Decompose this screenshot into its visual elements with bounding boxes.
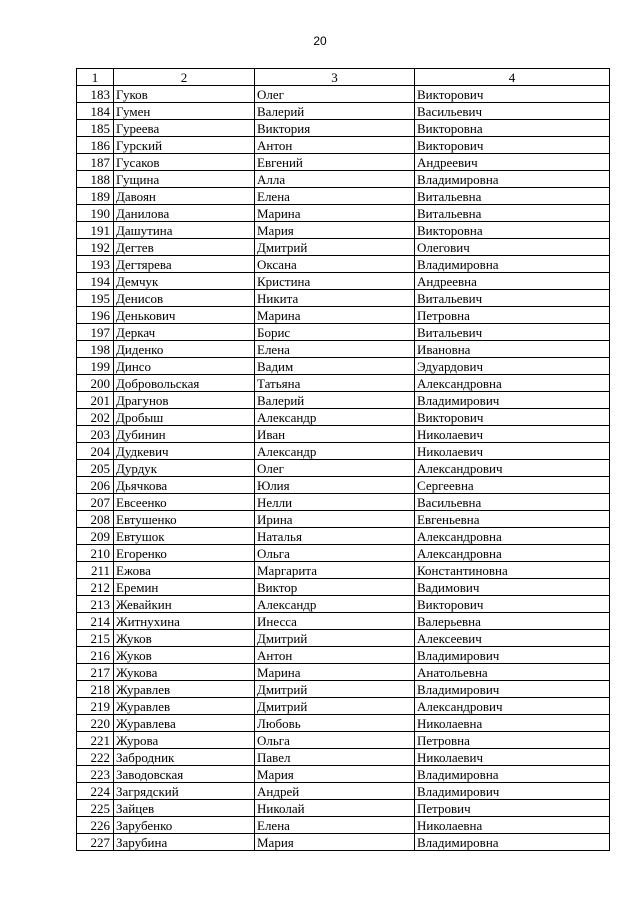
table-row bbox=[77, 494, 610, 511]
last-name-cell: Журавлева bbox=[114, 715, 255, 732]
table-row bbox=[77, 579, 610, 596]
last-name-cell: Евтушок bbox=[114, 528, 255, 545]
last-name-cell: Забродник bbox=[114, 749, 255, 766]
first-name-cell: Марина bbox=[255, 664, 415, 681]
table-header bbox=[77, 69, 610, 86]
header-col-3: 3 bbox=[255, 69, 415, 86]
patronymic-cell: Витальевна bbox=[415, 205, 610, 222]
first-name-cell: Никита bbox=[255, 290, 415, 307]
last-name-cell: Егоренко bbox=[114, 545, 255, 562]
last-name-cell: Жукова bbox=[114, 664, 255, 681]
last-name-cell: Гурский bbox=[114, 137, 255, 154]
first-name-cell: Андрей bbox=[255, 783, 415, 800]
first-name-cell: Елена bbox=[255, 188, 415, 205]
patronymic-cell: Валерьевна bbox=[415, 613, 610, 630]
first-name-cell: Кристина bbox=[255, 273, 415, 290]
last-name-cell: Гусаков bbox=[114, 154, 255, 171]
last-name-cell: Зарубина bbox=[114, 834, 255, 851]
row-number-cell: 225 bbox=[77, 800, 114, 817]
row-number-cell: 221 bbox=[77, 732, 114, 749]
table-row bbox=[77, 460, 610, 477]
header-col-4: 4 bbox=[415, 69, 610, 86]
table-row bbox=[77, 392, 610, 409]
first-name-cell: Алла bbox=[255, 171, 415, 188]
patronymic-cell: Андреевич bbox=[415, 154, 610, 171]
first-name-cell: Виктория bbox=[255, 120, 415, 137]
patronymic-cell: Витальевич bbox=[415, 290, 610, 307]
last-name-cell: Давоян bbox=[114, 188, 255, 205]
row-number-cell: 199 bbox=[77, 358, 114, 375]
row-number-cell: 197 bbox=[77, 324, 114, 341]
first-name-cell: Дмитрий bbox=[255, 630, 415, 647]
patronymic-cell: Петровна bbox=[415, 732, 610, 749]
patronymic-cell: Евгеньевна bbox=[415, 511, 610, 528]
patronymic-cell: Владимировна bbox=[415, 256, 610, 273]
table-row bbox=[77, 120, 610, 137]
table-row bbox=[77, 528, 610, 545]
row-number-cell: 224 bbox=[77, 783, 114, 800]
patronymic-cell: Петровна bbox=[415, 307, 610, 324]
last-name-cell: Денисов bbox=[114, 290, 255, 307]
row-number-cell: 210 bbox=[77, 545, 114, 562]
patronymic-cell: Николаевич bbox=[415, 426, 610, 443]
table-body bbox=[77, 86, 610, 851]
first-name-cell: Евгений bbox=[255, 154, 415, 171]
row-number-cell: 183 bbox=[77, 86, 114, 103]
last-name-cell: Дурдук bbox=[114, 460, 255, 477]
first-name-cell: Александр bbox=[255, 596, 415, 613]
row-number-cell: 220 bbox=[77, 715, 114, 732]
table-row bbox=[77, 239, 610, 256]
table-row bbox=[77, 358, 610, 375]
row-number-cell: 212 bbox=[77, 579, 114, 596]
first-name-cell: Александр bbox=[255, 443, 415, 460]
patronymic-cell: Владимирович bbox=[415, 783, 610, 800]
row-number-cell: 202 bbox=[77, 409, 114, 426]
patronymic-cell: Викторович bbox=[415, 86, 610, 103]
patronymic-cell: Владимирович bbox=[415, 647, 610, 664]
patronymic-cell: Вадимович bbox=[415, 579, 610, 596]
last-name-cell: Дубинин bbox=[114, 426, 255, 443]
row-number-cell: 196 bbox=[77, 307, 114, 324]
first-name-cell: Виктор bbox=[255, 579, 415, 596]
table-row bbox=[77, 443, 610, 460]
patronymic-cell: Викторович bbox=[415, 596, 610, 613]
row-number-cell: 200 bbox=[77, 375, 114, 392]
row-number-cell: 213 bbox=[77, 596, 114, 613]
first-name-cell: Антон bbox=[255, 137, 415, 154]
first-name-cell: Дмитрий bbox=[255, 698, 415, 715]
table-row bbox=[77, 222, 610, 239]
row-number-cell: 191 bbox=[77, 222, 114, 239]
patronymic-cell: Викторовна bbox=[415, 120, 610, 137]
first-name-cell: Валерий bbox=[255, 392, 415, 409]
table-row bbox=[77, 800, 610, 817]
row-number-cell: 204 bbox=[77, 443, 114, 460]
first-name-cell: Антон bbox=[255, 647, 415, 664]
header-col-1: 1 bbox=[77, 69, 114, 86]
patronymic-cell: Владимировна bbox=[415, 766, 610, 783]
first-name-cell: Нелли bbox=[255, 494, 415, 511]
first-name-cell: Ольга bbox=[255, 545, 415, 562]
patronymic-cell: Витальевич bbox=[415, 324, 610, 341]
patronymic-cell: Васильевич bbox=[415, 103, 610, 120]
patronymic-cell: Владимирович bbox=[415, 392, 610, 409]
patronymic-cell: Николаевна bbox=[415, 817, 610, 834]
table-row bbox=[77, 766, 610, 783]
last-name-cell: Дегтев bbox=[114, 239, 255, 256]
last-name-cell: Диденко bbox=[114, 341, 255, 358]
table-row bbox=[77, 205, 610, 222]
table-row bbox=[77, 732, 610, 749]
page-number: 20 bbox=[313, 34, 327, 48]
table-row bbox=[77, 664, 610, 681]
table-row bbox=[77, 86, 610, 103]
table-row bbox=[77, 647, 610, 664]
table-row bbox=[77, 341, 610, 358]
row-number-cell: 223 bbox=[77, 766, 114, 783]
last-name-cell: Журавлев bbox=[114, 681, 255, 698]
row-number-cell: 214 bbox=[77, 613, 114, 630]
row-number-cell: 227 bbox=[77, 834, 114, 851]
last-name-cell: Денькович bbox=[114, 307, 255, 324]
row-number-cell: 198 bbox=[77, 341, 114, 358]
row-number-cell: 226 bbox=[77, 817, 114, 834]
last-name-cell: Гумен bbox=[114, 103, 255, 120]
table-row bbox=[77, 681, 610, 698]
row-number-cell: 193 bbox=[77, 256, 114, 273]
table-row bbox=[77, 545, 610, 562]
table-row bbox=[77, 477, 610, 494]
first-name-cell: Ирина bbox=[255, 511, 415, 528]
row-number-cell: 192 bbox=[77, 239, 114, 256]
first-name-cell: Татьяна bbox=[255, 375, 415, 392]
table-row bbox=[77, 409, 610, 426]
last-name-cell: Ежова bbox=[114, 562, 255, 579]
row-number-cell: 206 bbox=[77, 477, 114, 494]
first-name-cell: Марина bbox=[255, 307, 415, 324]
patronymic-cell: Александровна bbox=[415, 528, 610, 545]
table-row bbox=[77, 613, 610, 630]
last-name-cell: Гущина bbox=[114, 171, 255, 188]
row-number-cell: 208 bbox=[77, 511, 114, 528]
table-row bbox=[77, 630, 610, 647]
last-name-cell: Житнухина bbox=[114, 613, 255, 630]
last-name-cell: Демчук bbox=[114, 273, 255, 290]
first-name-cell: Маргарита bbox=[255, 562, 415, 579]
patronymic-cell: Александровна bbox=[415, 375, 610, 392]
header-row bbox=[77, 69, 610, 86]
patronymic-cell: Викторович bbox=[415, 137, 610, 154]
table-row bbox=[77, 273, 610, 290]
patronymic-cell: Васильевна bbox=[415, 494, 610, 511]
row-number-cell: 218 bbox=[77, 681, 114, 698]
row-number-cell: 201 bbox=[77, 392, 114, 409]
row-number-cell: 216 bbox=[77, 647, 114, 664]
last-name-cell: Еремин bbox=[114, 579, 255, 596]
patronymic-cell: Олегович bbox=[415, 239, 610, 256]
patronymic-cell: Константиновна bbox=[415, 562, 610, 579]
first-name-cell: Валерий bbox=[255, 103, 415, 120]
table-row bbox=[77, 137, 610, 154]
table-row bbox=[77, 171, 610, 188]
last-name-cell: Дашутина bbox=[114, 222, 255, 239]
first-name-cell: Дмитрий bbox=[255, 239, 415, 256]
first-name-cell: Вадим bbox=[255, 358, 415, 375]
row-number-cell: 217 bbox=[77, 664, 114, 681]
first-name-cell: Александр bbox=[255, 409, 415, 426]
first-name-cell: Дмитрий bbox=[255, 681, 415, 698]
row-number-cell: 187 bbox=[77, 154, 114, 171]
table-row bbox=[77, 375, 610, 392]
row-number-cell: 211 bbox=[77, 562, 114, 579]
last-name-cell: Жуков bbox=[114, 630, 255, 647]
table-row bbox=[77, 188, 610, 205]
table-row bbox=[77, 103, 610, 120]
patronymic-cell: Сергеевна bbox=[415, 477, 610, 494]
first-name-cell: Елена bbox=[255, 341, 415, 358]
patronymic-cell: Александровна bbox=[415, 545, 610, 562]
first-name-cell: Ольга bbox=[255, 732, 415, 749]
last-name-cell: Добровольская bbox=[114, 375, 255, 392]
table-row bbox=[77, 324, 610, 341]
last-name-cell: Евсеенко bbox=[114, 494, 255, 511]
last-name-cell: Дьячкова bbox=[114, 477, 255, 494]
patronymic-cell: Витальевна bbox=[415, 188, 610, 205]
patronymic-cell: Викторович bbox=[415, 409, 610, 426]
first-name-cell: Мария bbox=[255, 834, 415, 851]
row-number-cell: 215 bbox=[77, 630, 114, 647]
patronymic-cell: Ивановна bbox=[415, 341, 610, 358]
first-name-cell: Марина bbox=[255, 205, 415, 222]
patronymic-cell: Владимирович bbox=[415, 681, 610, 698]
row-number-cell: 190 bbox=[77, 205, 114, 222]
last-name-cell: Дробыш bbox=[114, 409, 255, 426]
patronymic-cell: Николаевич bbox=[415, 443, 610, 460]
table-row bbox=[77, 307, 610, 324]
last-name-cell: Деркач bbox=[114, 324, 255, 341]
table-row bbox=[77, 749, 610, 766]
first-name-cell: Павел bbox=[255, 749, 415, 766]
table-row bbox=[77, 817, 610, 834]
last-name-cell: Жуков bbox=[114, 647, 255, 664]
last-name-cell: Журова bbox=[114, 732, 255, 749]
patronymic-cell: Викторовна bbox=[415, 222, 610, 239]
last-name-cell: Динсо bbox=[114, 358, 255, 375]
row-number-cell: 222 bbox=[77, 749, 114, 766]
last-name-cell: Евтушенко bbox=[114, 511, 255, 528]
patronymic-cell: Эдуардович bbox=[415, 358, 610, 375]
row-number-cell: 186 bbox=[77, 137, 114, 154]
last-name-cell: Гуреева bbox=[114, 120, 255, 137]
table-row bbox=[77, 562, 610, 579]
last-name-cell: Дегтярева bbox=[114, 256, 255, 273]
patronymic-cell: Николаевна bbox=[415, 715, 610, 732]
first-name-cell: Инесса bbox=[255, 613, 415, 630]
patronymic-cell: Николаевич bbox=[415, 749, 610, 766]
last-name-cell: Жевайкин bbox=[114, 596, 255, 613]
first-name-cell: Наталья bbox=[255, 528, 415, 545]
last-name-cell: Журавлев bbox=[114, 698, 255, 715]
table-row bbox=[77, 511, 610, 528]
table-row bbox=[77, 256, 610, 273]
roster-table bbox=[76, 68, 610, 851]
last-name-cell: Зарубенко bbox=[114, 817, 255, 834]
patronymic-cell: Андреевна bbox=[415, 273, 610, 290]
first-name-cell: Любовь bbox=[255, 715, 415, 732]
table-row bbox=[77, 596, 610, 613]
table-row bbox=[77, 834, 610, 851]
row-number-cell: 207 bbox=[77, 494, 114, 511]
last-name-cell: Заводовская bbox=[114, 766, 255, 783]
header-col-2: 2 bbox=[114, 69, 255, 86]
first-name-cell: Николай bbox=[255, 800, 415, 817]
first-name-cell: Елена bbox=[255, 817, 415, 834]
row-number-cell: 209 bbox=[77, 528, 114, 545]
last-name-cell: Загрядский bbox=[114, 783, 255, 800]
last-name-cell: Данилова bbox=[114, 205, 255, 222]
first-name-cell: Оксана bbox=[255, 256, 415, 273]
patronymic-cell: Алексеевич bbox=[415, 630, 610, 647]
patronymic-cell: Владимировна bbox=[415, 834, 610, 851]
table-row bbox=[77, 154, 610, 171]
first-name-cell: Олег bbox=[255, 460, 415, 477]
first-name-cell: Борис bbox=[255, 324, 415, 341]
patronymic-cell: Анатольевна bbox=[415, 664, 610, 681]
table-row bbox=[77, 426, 610, 443]
first-name-cell: Иван bbox=[255, 426, 415, 443]
row-number-cell: 195 bbox=[77, 290, 114, 307]
last-name-cell: Гуков bbox=[114, 86, 255, 103]
first-name-cell: Юлия bbox=[255, 477, 415, 494]
row-number-cell: 203 bbox=[77, 426, 114, 443]
table-row bbox=[77, 290, 610, 307]
first-name-cell: Мария bbox=[255, 222, 415, 239]
table-row bbox=[77, 698, 610, 715]
row-number-cell: 184 bbox=[77, 103, 114, 120]
patronymic-cell: Владимировна bbox=[415, 171, 610, 188]
patronymic-cell: Александрович bbox=[415, 460, 610, 477]
row-number-cell: 185 bbox=[77, 120, 114, 137]
row-number-cell: 188 bbox=[77, 171, 114, 188]
table-row bbox=[77, 783, 610, 800]
row-number-cell: 219 bbox=[77, 698, 114, 715]
last-name-cell: Дудкевич bbox=[114, 443, 255, 460]
last-name-cell: Зайцев bbox=[114, 800, 255, 817]
patronymic-cell: Петрович bbox=[415, 800, 610, 817]
row-number-cell: 189 bbox=[77, 188, 114, 205]
patronymic-cell: Александрович bbox=[415, 698, 610, 715]
first-name-cell: Мария bbox=[255, 766, 415, 783]
last-name-cell: Драгунов bbox=[114, 392, 255, 409]
row-number-cell: 205 bbox=[77, 460, 114, 477]
table-row bbox=[77, 715, 610, 732]
row-number-cell: 194 bbox=[77, 273, 114, 290]
first-name-cell: Олег bbox=[255, 86, 415, 103]
